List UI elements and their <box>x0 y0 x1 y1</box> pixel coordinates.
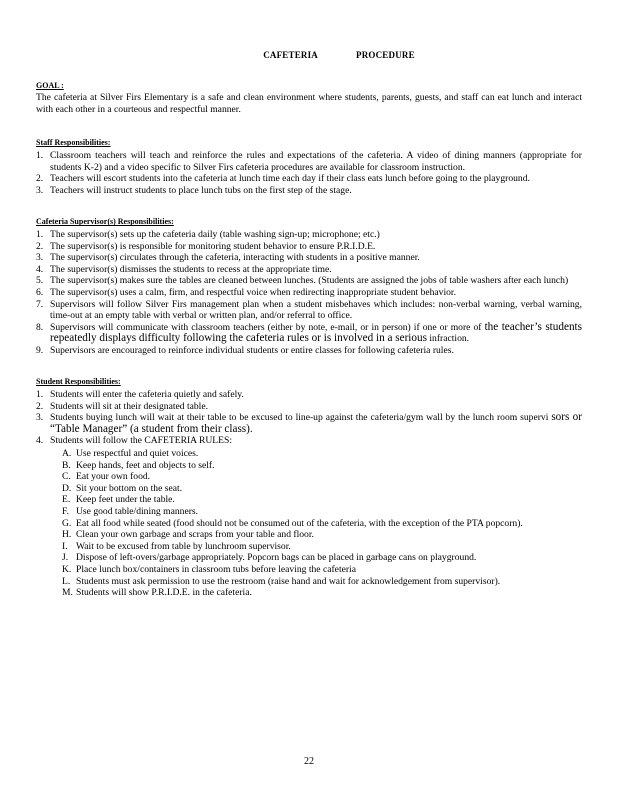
item-number: 1. <box>36 228 44 240</box>
rule-item <box>50 448 582 460</box>
rule-letter: J. <box>62 552 69 564</box>
item-number: 4. <box>36 435 44 447</box>
student-heading: Student Responsibilities: <box>36 377 121 387</box>
rule-item <box>50 529 582 541</box>
rule-item <box>50 576 582 588</box>
item-text: Students buying lunch will wait at their table to be excused to line-up against the cafeteria/gym wall by the lunch room supervi <box>50 412 549 424</box>
goal-heading: GOAL : <box>36 80 64 90</box>
rule-text: Use good table/dining manners. <box>76 506 199 517</box>
item-number: 1. <box>36 149 44 161</box>
item-text: Students will enter the cafeteria quietly and safely. <box>50 389 244 401</box>
item-number: 8. <box>36 321 44 333</box>
rule-item <box>50 494 582 506</box>
item-number: 3. <box>36 252 44 264</box>
item-text-large: the teacher’s students repeatedly displays difficulty following the cafeteria rules or is involved in a serious <box>50 320 582 345</box>
rule-letter: L. <box>62 575 71 587</box>
rule-item <box>50 587 582 599</box>
list-item <box>36 185 582 197</box>
list-item <box>36 435 582 598</box>
item-text: Supervisors will communicate with classroom teachers (either by note, e-mail, or in person) if one or more of <box>50 321 482 333</box>
document-page <box>36 50 582 619</box>
rule-item <box>50 518 582 530</box>
item-number: 2. <box>36 240 44 252</box>
item-text-large: sors or “Table Manager” (a student from their class). <box>50 411 582 435</box>
list-item <box>36 401 582 413</box>
rule-item <box>50 564 582 576</box>
item-text: The supervisor(s) uses a calm, firm, and respectful voice when redirecting inappropriate student behavior. <box>50 286 456 298</box>
rule-letter: F. <box>62 506 69 517</box>
rule-letter: M. <box>62 587 73 599</box>
rule-text: Keep hands, feet and objects to self. <box>76 459 215 471</box>
rule-item <box>50 471 582 483</box>
item-number: 3. <box>36 184 44 196</box>
item-text: Students will follow the CAFETERIA RULES: <box>50 435 233 447</box>
item-number: 3. <box>36 412 44 424</box>
document-title <box>96 50 582 62</box>
list-item <box>36 229 582 241</box>
student-list <box>36 389 582 599</box>
item-number: 2. <box>36 173 44 185</box>
list-item <box>36 150 582 173</box>
rule-text: Keep feet under the table. <box>76 494 175 506</box>
item-text: Teachers will instruct students to place lunch tubs on the first step of the stage. <box>50 184 352 196</box>
list-item <box>36 412 582 435</box>
list-item <box>36 345 582 357</box>
rule-letter: E. <box>62 494 71 506</box>
item-text: Classroom teachers will teach and reinforce the rules and expectations of the cafeteria. A video of dining manners (appropriate for students K-2) and a video specific to Silver Firs cafeteria procedures are available for classroom instruction. <box>50 149 582 173</box>
item-text-end: infraction. <box>429 333 470 345</box>
item-number: 2. <box>36 400 44 412</box>
rule-item <box>50 506 582 518</box>
rule-text: Dispose of left-overs/garbage appropriately. Popcorn bags can be placed in garbage cans on playground. <box>76 552 477 564</box>
rule-item <box>50 541 582 553</box>
title-word-cafeteria: CAFETERIA <box>263 50 318 60</box>
list-item <box>36 287 582 299</box>
rule-letter: H. <box>62 529 72 541</box>
item-number: 7. <box>36 298 44 310</box>
rule-text: Place lunch box/containers in classroom tubs before leaving the cafeteria <box>76 563 356 575</box>
goal-text: The cafeteria at Silver Firs Elementary is a safe and clean environment where students, parents, guests, and staff can eat lunch and interact with each other in a courteous and respectful manner. <box>36 92 582 115</box>
staff-heading: Staff Responsibilities: <box>36 138 111 148</box>
item-text: The supervisor(s) makes sure the tables are cleaned between lunches. (Students are assigned the jobs of table washers after each lunch) <box>50 275 569 287</box>
item-text: The supervisor(s) circulates through the cafeteria, interacting with students in a positive manner. <box>50 252 420 264</box>
rule-letter: C. <box>62 471 71 483</box>
staff-list <box>36 150 582 196</box>
item-number: 6. <box>36 286 44 298</box>
item-text: The supervisor(s) dismisses the students to recess at the appropriate time. <box>50 263 332 275</box>
rule-letter: D. <box>62 482 72 494</box>
rule-text: Sit your bottom on the seat. <box>76 482 183 494</box>
rule-text: Eat all food while seated (food should not be consumed out of the cafeteria, with the exception of the PTA popcorn). <box>76 517 523 529</box>
item-text: The supervisor(s) sets up the cafeteria daily (table washing sign-up; microphone; etc.) <box>50 228 380 240</box>
rule-text: Use respectful and quiet voices. <box>76 448 199 460</box>
rule-letter: A. <box>62 448 72 460</box>
list-item <box>36 275 582 287</box>
rule-letter: K. <box>62 563 72 575</box>
item-text: Students will sit at their designated table. <box>50 400 209 412</box>
rule-item <box>50 552 582 564</box>
rule-item <box>50 483 582 495</box>
supervisor-list <box>36 229 582 357</box>
list-item <box>36 241 582 253</box>
list-item <box>36 252 582 264</box>
rule-text: Students will show P.R.I.D.E. in the cafeteria. <box>76 587 252 599</box>
item-number: 5. <box>36 275 44 287</box>
item-text: Supervisors are encouraged to reinforce individual students or entire classes for following cafeteria rules. <box>50 344 454 356</box>
item-text: Supervisors will follow Silver Firs management plan when a student misbehaves which includes: non-verbal warning, verbal warning, time-out at an empty table with verbal or written plan, and/or referral to office. <box>50 298 582 322</box>
item-number: 9. <box>36 344 44 356</box>
list-item <box>36 389 582 401</box>
rule-letter: I. <box>62 540 68 552</box>
rule-item <box>50 460 582 472</box>
item-number: 4. <box>36 263 44 275</box>
title-word-procedure: PROCEDURE <box>356 50 415 60</box>
rule-letter: G. <box>62 517 72 529</box>
page-number: 22 <box>304 756 314 767</box>
supervisor-section <box>36 216 582 356</box>
item-text: Teachers will escort students into the cafeteria at lunch time each day if their class eats lunch before going to the playground. <box>50 173 530 185</box>
rule-text: Students must ask permission to use the restroom (raise hand and wait for acknowledgement from supervisor). <box>76 575 501 587</box>
cafeteria-rules-list <box>50 448 582 599</box>
list-item <box>36 173 582 185</box>
staff-section <box>36 137 582 196</box>
list-item <box>36 299 582 322</box>
rule-text: Wait to be excused from table by lunchroom supervisor. <box>76 540 291 552</box>
list-item <box>36 322 582 345</box>
rule-text: Clean your own garbage and scraps from your table and floor. <box>76 529 314 541</box>
supervisor-heading: Cafeteria Supervisor(s) Responsibilities: <box>36 217 174 227</box>
rule-text: Eat your own food. <box>76 471 151 483</box>
item-number: 1. <box>36 389 44 401</box>
item-text: The supervisor(s) is responsible for monitoring student behavior to ensure P.R.I.D.E. <box>50 240 376 252</box>
list-item <box>36 264 582 276</box>
student-section <box>36 376 582 598</box>
rule-letter: B. <box>62 459 71 471</box>
